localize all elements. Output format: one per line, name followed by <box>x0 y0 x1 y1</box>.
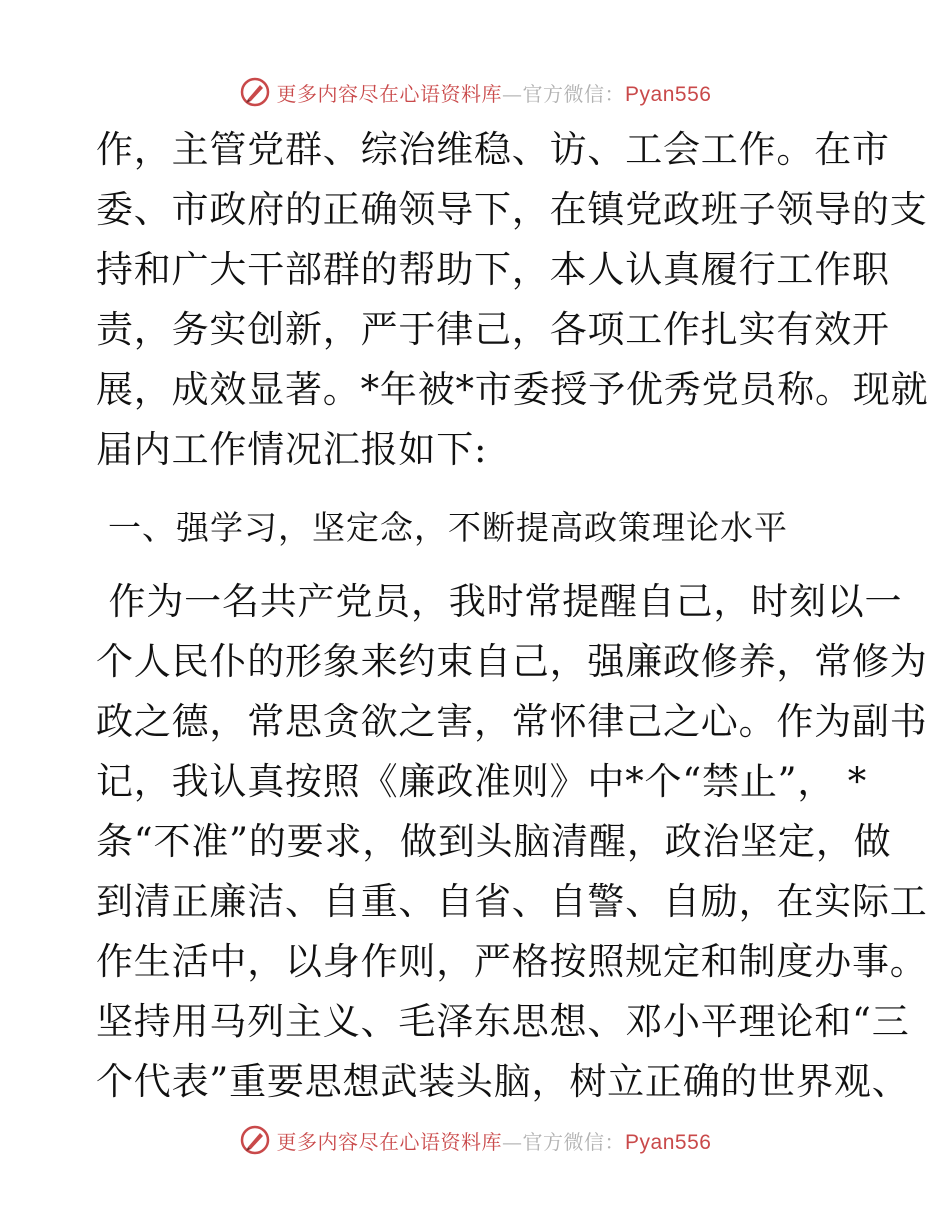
banner-wechat-id: Pyan556 <box>625 82 712 106</box>
pen-logo-icon <box>239 1124 271 1156</box>
text-line: 记，我认真按照《廉政准则》中*个“禁止”， * <box>96 760 867 803</box>
text-line: 责，务实创新，严于律己，各项工作扎实有效开 <box>96 308 890 351</box>
text-line: 作为一名共产党员，我时常提醒自己，时刻以一 <box>96 580 903 623</box>
text-line: 个代表”重要思想武装头脑，树立正确的世界观、 <box>96 1060 910 1103</box>
banner-wechat-id: Pyan556 <box>625 1130 712 1154</box>
banner-dash: — <box>502 1129 523 1154</box>
paragraph-2 <box>96 572 928 1112</box>
paragraph-1 <box>96 120 929 480</box>
document-body <box>96 120 929 1112</box>
text-line: 持和广大干部群的帮助下，本人认真履行工作职 <box>96 248 890 291</box>
text-line: 作，主管党群、综治维稳、访、工会工作。在市 <box>96 128 890 171</box>
text-line: 到清正廉洁、自重、自省、自警、自励，在实际工 <box>96 880 928 923</box>
text-line: 委、市政府的正确领导下，在镇党政班子领导的支 <box>96 188 928 231</box>
banner-main-text: 更多内容尽在心语资料库 <box>276 1129 503 1154</box>
text-line: 条“不准”的要求，做到头脑清醒，政治坚定，做 <box>96 820 892 863</box>
banner-text <box>277 1126 712 1155</box>
text-line: 政之德，常思贪欲之害，常怀律己之心。作为副书 <box>96 700 928 743</box>
banner-dash: — <box>502 81 523 106</box>
banner-wechat-label: 官方微信： <box>522 1129 626 1154</box>
banner-wechat-label: 官方微信： <box>522 81 626 106</box>
pen-logo-icon <box>239 76 271 108</box>
text-line: 展，成效显著。*年被*市委授予优秀党员称。现就 <box>96 368 929 411</box>
banner-text <box>277 78 712 107</box>
text-line: 坚持用马列主义、毛泽东思想、邓小平理论和“三 <box>96 1000 910 1043</box>
text-line: 作生活中，以身作则，严格按照规定和制度办事。 <box>96 940 928 983</box>
header-banner <box>0 72 950 112</box>
banner-main-text: 更多内容尽在心语资料库 <box>276 81 503 106</box>
text-line: 个人民仆的形象来约束自己，强廉政修养，常修为 <box>96 640 928 683</box>
text-line: 届内工作情况汇报如下: <box>96 428 488 471</box>
footer-banner <box>0 1120 950 1160</box>
section-heading: 一、强学习，坚定念，不断提高政策理论水平 <box>108 508 788 547</box>
